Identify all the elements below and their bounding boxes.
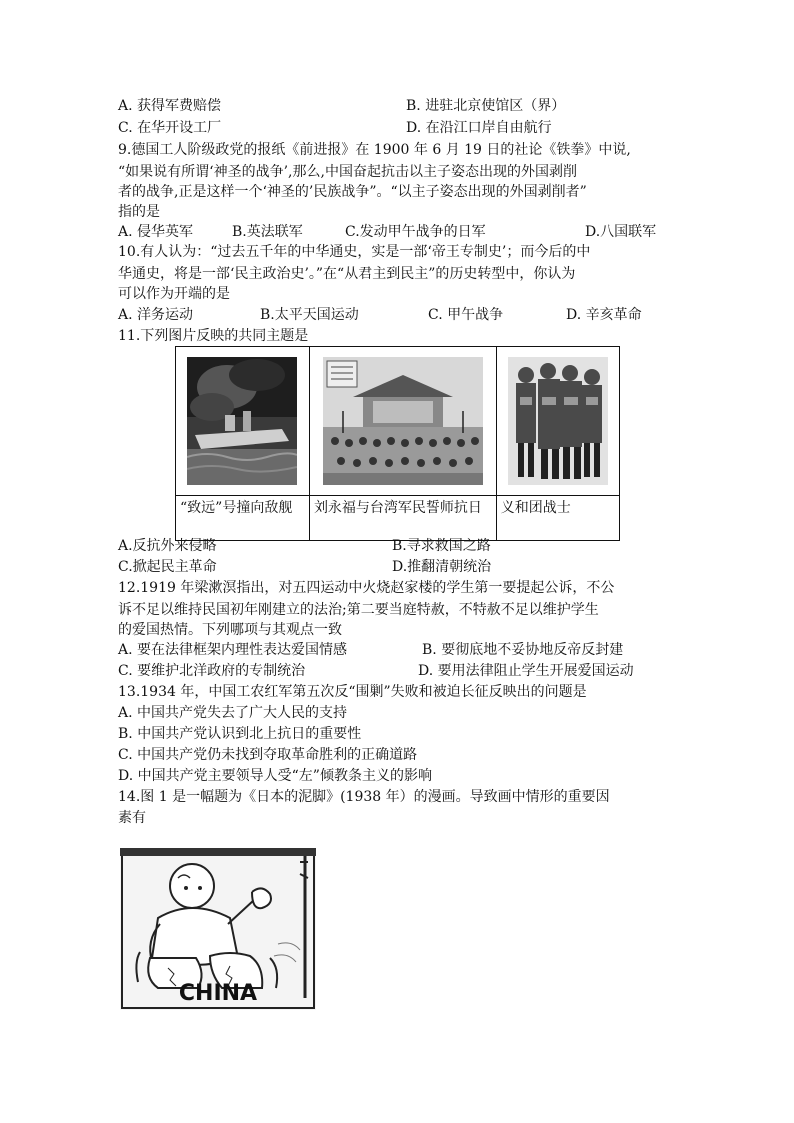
cartoon-drawing (120, 848, 316, 1010)
caption-liu-yongfu: 刘永福与台湾军民誓师抗日 (309, 496, 496, 541)
q10-option-a: A. 洋务运动 (118, 307, 194, 323)
photo-cell-boxers (496, 347, 619, 496)
q12-stem-line2: 诉不足以维持民国初年刚建立的法治;第二要当庭特赦，不特赦不足以维护学生 (118, 602, 599, 618)
japan-clay-feet-cartoon (120, 848, 316, 1010)
q13-option-d: D. 中国共产党主要领导人受“左”倾教条主义的影响 (118, 768, 432, 784)
caption-boxers: 义和团战士 (496, 496, 619, 541)
cartoon-word-china: CHINA (178, 981, 258, 1006)
q9-option-d: D.八国联军 (585, 224, 657, 240)
q9-stem-line2: “如果说有所谓‘神圣的战争’,那么,中国奋起抗击以主子姿态出现的外国剥削 (118, 164, 577, 180)
q12-stem-line1: 12.1919 年梁漱溟指出，对五四运动中火烧赵家楼的学生第一要提起公诉，不公 (118, 580, 615, 596)
q12-option-c: C. 要维护北洋政府的专制统治 (118, 663, 306, 679)
q9-stem-line1: 9.德国工人阶级政党的报纸《前进报》在 1900 年 6 月 19 日的社论《铁拳》中说, (118, 142, 631, 158)
q14-stem-line1: 14.图 1 是一幅题为《日本的泥脚》(1938 年）的漫画。导致画中情形的重要因 (118, 789, 610, 805)
q10-option-c: C. 甲午战争 (428, 307, 504, 323)
q10-option-b: B.太平天国运动 (260, 307, 359, 323)
q12-option-b: B. 要彻底地不妥协地反帝反封建 (422, 642, 624, 658)
q10-stem-line2: 华通史，将是一部‘民主政治史’。”在“从君主到民主”的历史转型中，你认为 (118, 266, 576, 282)
q12-stem-line3: 的爱国热情。下列哪项与其观点一致 (118, 622, 342, 638)
q11-option-a: A.反抗外来侵略 (118, 538, 217, 554)
q8-option-b: B. 进驻北京使馆区（界） (406, 98, 566, 114)
q10-stem-line3: 可以作为开端的是 (118, 286, 230, 302)
q13-stem: 13.1934 年，中国工农红军第五次反“围剿”失败和被迫长征反映出的问题是 (118, 684, 587, 700)
q14-stem-line2: 素有 (118, 810, 146, 826)
q13-option-a: A. 中国共产党失去了广大人民的支持 (118, 705, 348, 721)
q10-stem-line1: 10.有人认为：“过去五千年的中华通史，实是一部‘帝王专制史’；而今后的中 (118, 244, 591, 260)
q11-option-d: D.推翻清朝统治 (392, 559, 492, 575)
liu-yongfu-pledge-engraving (323, 357, 483, 485)
q12-option-d: D. 要用法律阻止学生开展爱国运动 (418, 663, 634, 679)
q9-option-b: B.英法联军 (232, 224, 303, 240)
boxer-fighters-photo (508, 357, 608, 485)
q11-image-table (175, 346, 620, 541)
q8-option-c: C. 在华开设工厂 (118, 120, 222, 136)
q13-option-c: C. 中国共产党仍未找到夺取革命胜利的正确道路 (118, 747, 418, 763)
q9-stem-line3: 者的战争,正是这样一个‘神圣的’民族战争”。“以主子姿态出现的外国剥削者” (118, 184, 587, 200)
q9-option-c: C.发动甲午战争的日军 (345, 224, 486, 240)
q8-option-a: A. 获得军费赔偿 (118, 98, 222, 114)
q11-stem: 11.下列图片反映的共同主题是 (118, 328, 309, 344)
q9-option-a: A. 侵华英军 (118, 224, 194, 240)
q11-option-b: B.寻求救国之路 (392, 538, 491, 554)
q8-option-d: D. 在沿江口岸自由航行 (406, 120, 552, 136)
photo-cell-liu-yongfu (309, 347, 496, 496)
caption-zhiyuan: “致远”号撞向敌舰 (176, 496, 310, 541)
q12-option-a: A. 要在法律框架内理性表达爱国情感 (118, 642, 348, 658)
q10-option-d: D. 辛亥革命 (566, 307, 642, 323)
zhiyuan-warship-photo (187, 357, 297, 485)
q9-stem-line4: 指的是 (118, 204, 160, 220)
photo-cell-zhiyuan (176, 347, 310, 496)
q11-option-c: C.掀起民主革命 (118, 559, 217, 575)
q13-option-b: B. 中国共产党认识到北上抗日的重要性 (118, 726, 362, 742)
